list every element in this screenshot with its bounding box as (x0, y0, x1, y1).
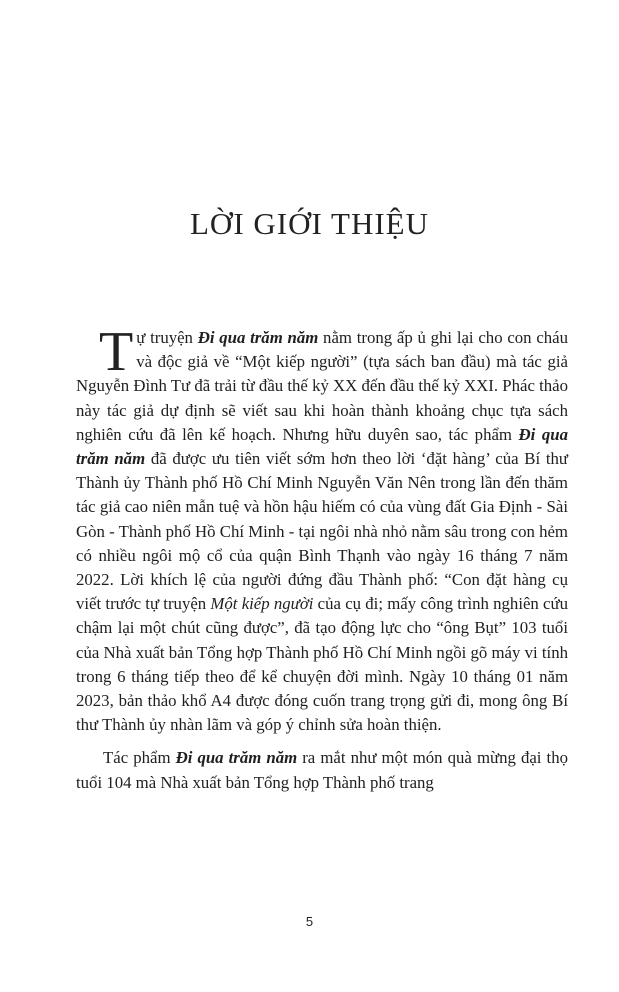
book-title-emphasis: Đi qua trăm năm (197, 328, 319, 347)
p1-text-4: của cụ đi; mấy công trình nghiên cứu chậm lại một chút cũng được”, đã tạo động lực cho “ông Bụt” 103 tuổi của Nhà xuất bản Tổng hợp Thành phố Hồ Chí Minh ngồi gõ máy vi tính trong 6 tháng tiếp theo để kể chuyện đời mình. Ngày 10 tháng 01 năm 2023, bản thảo khổ A4 được đóng cuốn trang trọng gửi đi, mong ông Bí thư Thành ủy nhàn lãm và góp ý chỉnh sửa hoàn thiện. (76, 594, 568, 735)
p1-text-3: đã được ưu tiên viết sớm hơn theo lời ‘đặt hàng’ của Bí thư Thành ủy Thành phố Hồ Chí Minh Nguyễn Văn Nên trong lần đến thăm tác giả cao niên mẫn tuệ và hồn hậu hiếm có của vùng đất Gia Định - Sài Gòn - Thành phố Hồ Chí Minh - tại ngôi nhà nhỏ nằm sâu trong con hẻm có nhiều ngôi mộ cổ của quận Bình Thạnh vào ngày 16 tháng 7 năm 2022. Lời khích lệ của người đứng đầu Thành phố: “Con đặt hàng cụ viết trước tự truyện (76, 449, 568, 614)
paragraph-1 (76, 321, 569, 737)
drop-cap: T (99, 321, 134, 383)
p1-text-2: nằm trong ấp ủ ghi lại cho con cháu và độc giả về “Một kiếp người” (tựa sách ban đầu) mà tác giả Nguyễn Đình Tư đã trải từ đầu thế kỷ XX đến đầu thế kỷ XXI. Phác thảo này tác giả dự định sẽ viết sau khi hoàn thành khoảng chục tựa sách nghiên cứu đã lên kế hoạch. Nhưng hữu duyên sao, tác phẩm (76, 328, 569, 444)
book-title-emphasis: Đi qua trăm năm (76, 424, 568, 469)
book-title-italic: Một kiếp người (210, 594, 314, 614)
book-title-emphasis: Đi qua trăm năm (175, 748, 298, 768)
page-number: 5 (305, 914, 314, 929)
body-text (76, 321, 569, 795)
p2-text-2: ra mắt như một món quà mừng đại thọ tuổi 104 mà Nhà xuất bản Tổng hợp Thành phố trang (76, 748, 568, 792)
paragraph-2 (76, 746, 568, 794)
p1-text-1: ự truyện (136, 328, 198, 347)
chapter-title: LỜI GIỚI THIỆU (190, 206, 429, 241)
p2-text-1: Tác phẩm (103, 748, 176, 768)
